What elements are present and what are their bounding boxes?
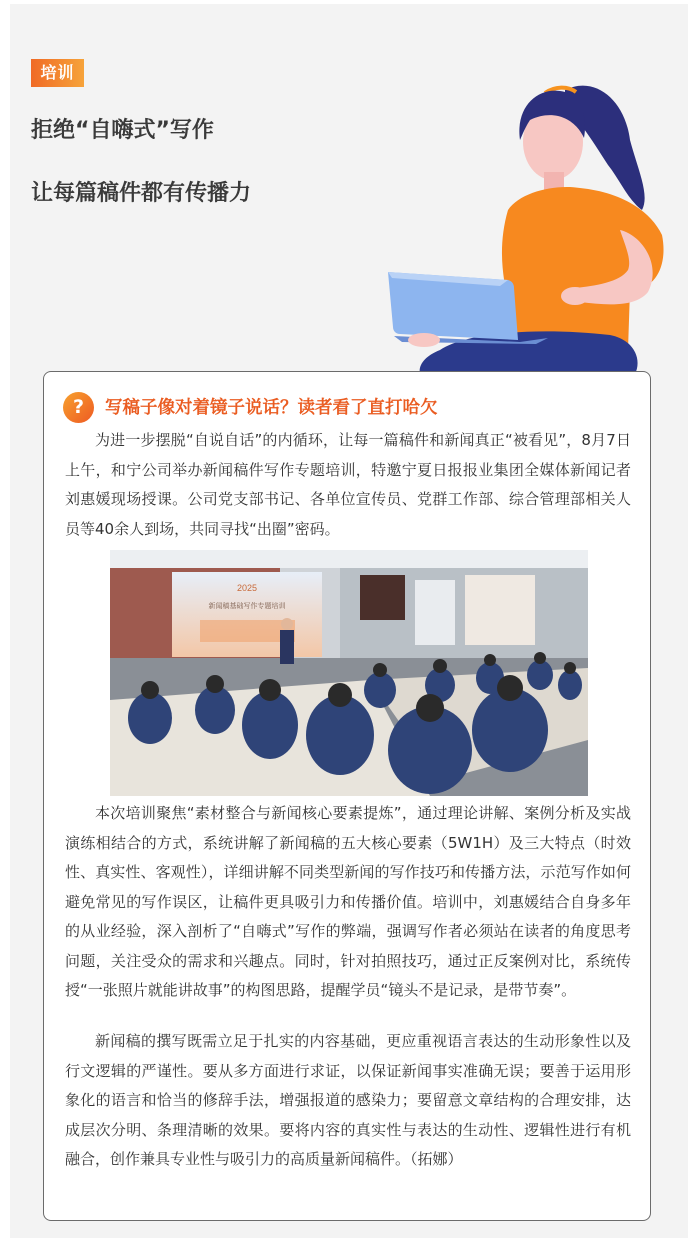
screen-year-text: 2025 xyxy=(236,583,258,593)
article-paragraph-2: 本次培训聚焦“素材整合与新闻核心要素提炼”，通过理论讲解、案例分析及实战演练相结合的方式，系统讲解了新闻稿的五大核心要素（5W1H）及三大特点（时效性、真实性、客观性），详细讲解不同类型新闻的写作技巧和传播方法，示范写作如何避免常见的写作误区，让稿件更具吸引力和传播价值。培训中，刘惠媛结合自身多年的从业经验，深入剖析了“自嗨式”写作的弊端，强调写作者必须站在读者的角度思考问题，关注受众的需求和兴趣点。同时，针对拍照技巧，通过正反案例对比，系统传授“一张照片就能讲故事”的构图思路，提醒学员“镜头不是记录，是带节奏”。 xyxy=(65,804,631,999)
article-card xyxy=(43,371,651,1221)
woman-with-laptop-illustration xyxy=(380,60,680,374)
page-title-line-2: 让每篇稿件都有传播力 xyxy=(31,181,252,206)
article-paragraph-3: 新闻稿的撰写既需立足于扎实的内容基础，更应重视语言表达的生动形象性以及行文逻辑的严谨性。要从多方面进行求证，以保证新闻事实准确无误；要善于运用形象化的语言和恰当的修辞手法，增强报道的感染力；要留意文章结构的合理安排，达成层次分明、条理清晰的效果。要将内容的真实性与表达的生动性、逻辑性进行有机融合，创作兼具专业性与吸引力的高质量新闻稿件。（拓娜） xyxy=(65,1032,631,1168)
training-session-photo xyxy=(110,550,588,796)
screen-title-text: 新闻稿基础写作专题培训 xyxy=(208,602,286,610)
section-subtitle: 写稿子像对着镜子说话？读者看了直打哈欠 xyxy=(105,398,438,418)
page-title-line-1: 拒绝“自嗨式”写作 xyxy=(31,118,214,143)
article-paragraph-1: 为进一步摆脱“自说自话”的内循环，让每一篇稿件和新闻真正“被看见”，8月7日上午，和宁公司举办新闻稿件写作专题培训，特邀宁夏日报报业集团全媒体新闻记者刘惠媛现场授课。公司党支部书记、各单位宣传员、党群工作部、综合管理部相关人员等40余人到场，共同寻找“出圈”密码。 xyxy=(65,431,631,538)
category-tag: 培训 xyxy=(31,59,84,87)
question-mark-icon: ? xyxy=(63,392,94,423)
